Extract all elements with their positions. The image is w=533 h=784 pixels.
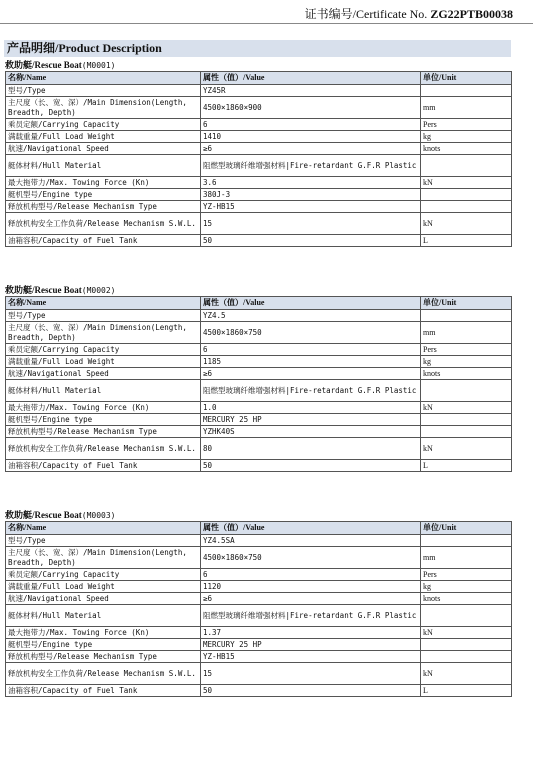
row-unit: kN: [421, 177, 512, 189]
row-name: 航速/Navigational Speed: [6, 143, 201, 155]
row-name: 主尺度（长、宽、深）/Main Dimension(Length, Breadth, Depth): [6, 322, 201, 344]
column-header-name: 名称/Name: [6, 72, 201, 85]
row-unit: Pers: [421, 344, 512, 356]
row-name: 满载重量/Full Load Weight: [6, 356, 201, 368]
table-row: [6, 189, 512, 201]
row-value: 1120: [201, 581, 421, 593]
table-row: [6, 547, 512, 569]
row-unit: [421, 426, 512, 438]
row-value: YZ45R: [201, 85, 421, 97]
row-unit: kg: [421, 356, 512, 368]
row-name: 释放机构型号/Release Mechanism Type: [6, 651, 201, 663]
table-row: [6, 581, 512, 593]
row-unit: kN: [421, 438, 512, 460]
spec-table: [5, 521, 512, 697]
spec-table: [5, 71, 512, 247]
row-name: 乘员定额/Carrying Capacity: [6, 119, 201, 131]
row-name: 乘员定额/Carrying Capacity: [6, 344, 201, 356]
row-unit: [421, 639, 512, 651]
table-row: [6, 627, 512, 639]
row-unit: [421, 605, 512, 627]
row-name: 释放机构安全工作负荷/Release Mechanism S.W.L.: [6, 438, 201, 460]
row-value: 15: [201, 663, 421, 685]
row-value: MERCURY 25 HP: [201, 414, 421, 426]
row-value: 80: [201, 438, 421, 460]
row-value: YZ-HB15: [201, 201, 421, 213]
row-unit: [421, 201, 512, 213]
table-row: [6, 97, 512, 119]
row-value: 阻燃型玻璃纤维增强材料|Fire-retardant G.F.R Plastic: [201, 605, 421, 627]
column-header-value: 属性（值）/Value: [201, 72, 421, 85]
row-value: 1.0: [201, 402, 421, 414]
column-header-unit: 单位/Unit: [421, 297, 512, 310]
table-row: [6, 356, 512, 368]
column-header-name: 名称/Name: [6, 297, 201, 310]
table-row: [6, 438, 512, 460]
table-row: [6, 235, 512, 247]
table-row: [6, 685, 512, 697]
row-name: 释放机构型号/Release Mechanism Type: [6, 201, 201, 213]
row-name: 满载重量/Full Load Weight: [6, 581, 201, 593]
column-header-unit: 单位/Unit: [421, 522, 512, 535]
row-name: 艇机型号/Engine type: [6, 414, 201, 426]
row-name: 释放机构安全工作负荷/Release Mechanism S.W.L.: [6, 663, 201, 685]
row-unit: Pers: [421, 119, 512, 131]
boat-table-m0001: [5, 60, 511, 247]
table-row: [6, 368, 512, 380]
spec-table: [5, 296, 512, 472]
boat-code: (M0003): [81, 511, 116, 520]
boat-title-text: 救助艇/Rescue Boat: [5, 510, 82, 520]
table-header-row: [6, 522, 512, 535]
row-name: 型号/Type: [6, 535, 201, 547]
table-row: [6, 535, 512, 547]
table-row: [6, 402, 512, 414]
row-name: 艇机型号/Engine type: [6, 189, 201, 201]
row-name: 艇体材料/Hull Material: [6, 380, 201, 402]
row-unit: kN: [421, 213, 512, 235]
row-value: YZHK40S: [201, 426, 421, 438]
certificate-label: 证书编号/Certificate No.: [304, 7, 428, 21]
boat-code: (M0002): [81, 286, 116, 295]
table-row: [6, 593, 512, 605]
row-name: 释放机构型号/Release Mechanism Type: [6, 426, 201, 438]
row-unit: kg: [421, 131, 512, 143]
table-row: [6, 177, 512, 189]
column-header-value: 属性（值）/Value: [201, 522, 421, 535]
row-name: 最大拖带力/Max. Towing Force (Kn): [6, 627, 201, 639]
row-value: 6: [201, 119, 421, 131]
row-value: 1.37: [201, 627, 421, 639]
row-value: 4500×1860×900: [201, 97, 421, 119]
table-row: [6, 143, 512, 155]
section-title: 产品明细/Product Description: [4, 40, 511, 57]
row-value: ≥6: [201, 368, 421, 380]
row-unit: [421, 189, 512, 201]
boat-title: [5, 510, 511, 521]
boat-title-text: 救助艇/Rescue Boat: [5, 60, 82, 70]
header-divider: [0, 23, 533, 24]
table-row: [6, 322, 512, 344]
row-unit: [421, 310, 512, 322]
row-unit: [421, 535, 512, 547]
row-unit: L: [421, 235, 512, 247]
row-value: 4500×1860×750: [201, 322, 421, 344]
row-unit: knots: [421, 143, 512, 155]
boat-table-m0003: [5, 510, 511, 697]
table-row: [6, 569, 512, 581]
row-value: ≥6: [201, 593, 421, 605]
row-value: 6: [201, 569, 421, 581]
table-row: [6, 663, 512, 685]
row-value: 阻燃型玻璃纤维增强材料|Fire-retardant G.F.R Plastic: [201, 380, 421, 402]
row-name: 主尺度（长、宽、深）/Main Dimension(Length, Breadth, Depth): [6, 97, 201, 119]
table-header-row: [6, 297, 512, 310]
row-value: YZ4.5SA: [201, 535, 421, 547]
row-unit: L: [421, 685, 512, 697]
table-row: [6, 426, 512, 438]
row-value: 阻燃型玻璃纤维增强材料|Fire-retardant G.F.R Plastic: [201, 155, 421, 177]
column-header-name: 名称/Name: [6, 522, 201, 535]
row-unit: [421, 414, 512, 426]
table-row: [6, 119, 512, 131]
row-unit: knots: [421, 593, 512, 605]
row-name: 艇体材料/Hull Material: [6, 155, 201, 177]
row-unit: mm: [421, 322, 512, 344]
row-value: YZ4.5: [201, 310, 421, 322]
row-unit: kg: [421, 581, 512, 593]
row-unit: kN: [421, 402, 512, 414]
row-name: 航速/Navigational Speed: [6, 593, 201, 605]
table-row: [6, 310, 512, 322]
table-row: [6, 651, 512, 663]
table-row: [6, 213, 512, 235]
table-row: [6, 201, 512, 213]
row-name: 主尺度（长、宽、深）/Main Dimension(Length, Breadth, Depth): [6, 547, 201, 569]
row-name: 航速/Navigational Speed: [6, 368, 201, 380]
row-value: 1410: [201, 131, 421, 143]
row-unit: [421, 85, 512, 97]
row-value: 50: [201, 685, 421, 697]
row-unit: [421, 651, 512, 663]
row-unit: [421, 155, 512, 177]
row-unit: mm: [421, 97, 512, 119]
column-header-value: 属性（值）/Value: [201, 297, 421, 310]
row-unit: L: [421, 460, 512, 472]
table-header-row: [6, 72, 512, 85]
row-name: 艇体材料/Hull Material: [6, 605, 201, 627]
row-unit: kN: [421, 663, 512, 685]
table-row: [6, 131, 512, 143]
table-row: [6, 344, 512, 356]
row-name: 释放机构安全工作负荷/Release Mechanism S.W.L.: [6, 213, 201, 235]
row-value: 6: [201, 344, 421, 356]
table-row: [6, 605, 512, 627]
row-value: 50: [201, 235, 421, 247]
table-row: [6, 380, 512, 402]
row-name: 满载重量/Full Load Weight: [6, 131, 201, 143]
row-value: 4500×1860×750: [201, 547, 421, 569]
boat-code: (M0001): [81, 61, 116, 70]
boat-title: [5, 60, 511, 71]
row-value: 50: [201, 460, 421, 472]
column-header-unit: 单位/Unit: [421, 72, 512, 85]
row-name: 型号/Type: [6, 85, 201, 97]
row-value: ≥6: [201, 143, 421, 155]
boat-title: [5, 285, 511, 296]
certificate-value: ZG22PTB00038: [430, 7, 513, 21]
row-value: MERCURY 25 HP: [201, 639, 421, 651]
row-value: 15: [201, 213, 421, 235]
table-row: [6, 414, 512, 426]
row-unit: [421, 380, 512, 402]
row-unit: mm: [421, 547, 512, 569]
row-unit: kN: [421, 627, 512, 639]
row-unit: knots: [421, 368, 512, 380]
table-row: [6, 85, 512, 97]
table-row: [6, 460, 512, 472]
row-unit: Pers: [421, 569, 512, 581]
row-name: 最大拖带力/Max. Towing Force (Kn): [6, 402, 201, 414]
table-row: [6, 155, 512, 177]
row-name: 油箱容积/Capacity of Fuel Tank: [6, 685, 201, 697]
row-value: 1185: [201, 356, 421, 368]
row-value: 380J-3: [201, 189, 421, 201]
row-value: 3.6: [201, 177, 421, 189]
certificate-number: [305, 5, 513, 22]
row-name: 乘员定额/Carrying Capacity: [6, 569, 201, 581]
row-name: 油箱容积/Capacity of Fuel Tank: [6, 460, 201, 472]
boat-table-m0002: [5, 285, 511, 472]
table-row: [6, 639, 512, 651]
boat-title-text: 救助艇/Rescue Boat: [5, 285, 82, 295]
row-value: YZ-HB15: [201, 651, 421, 663]
row-name: 艇机型号/Engine type: [6, 639, 201, 651]
row-name: 油箱容积/Capacity of Fuel Tank: [6, 235, 201, 247]
row-name: 最大拖带力/Max. Towing Force (Kn): [6, 177, 201, 189]
row-name: 型号/Type: [6, 310, 201, 322]
